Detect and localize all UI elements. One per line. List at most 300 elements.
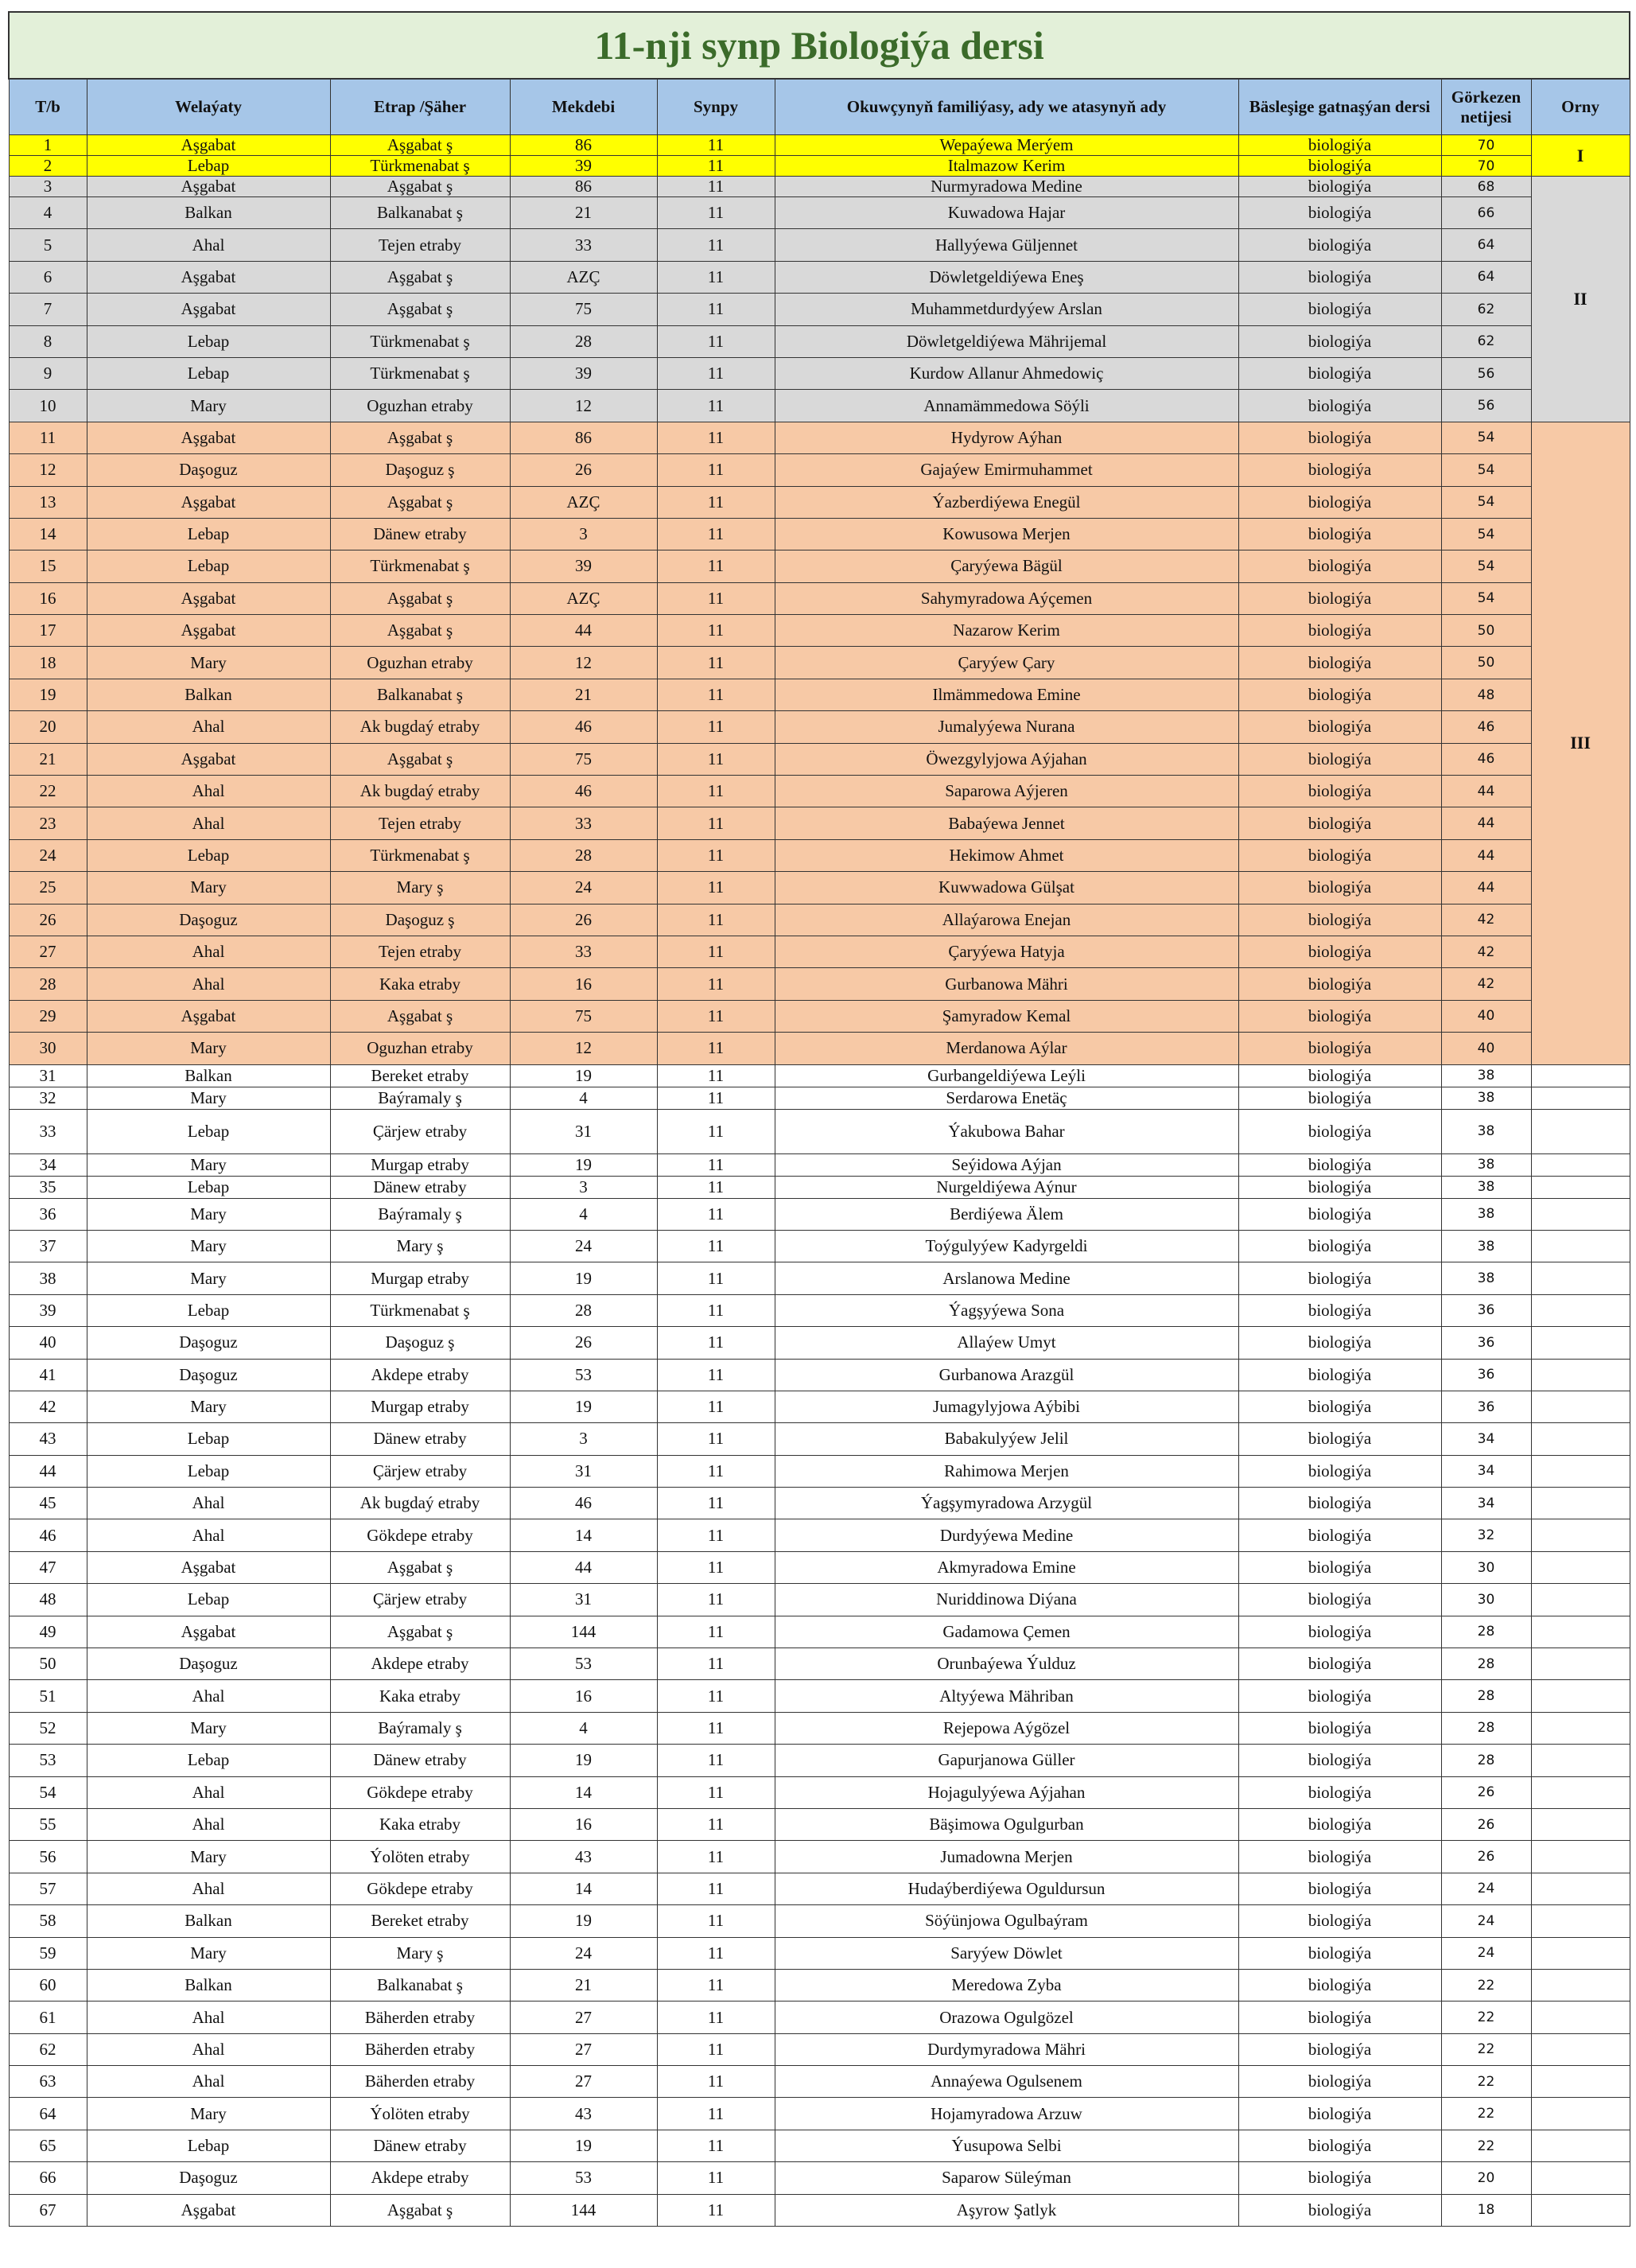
school-cell: 75: [510, 743, 657, 775]
row-index: 47: [9, 1551, 87, 1583]
region-cell: Aşgabat: [87, 743, 330, 775]
school-cell: 14: [510, 1776, 657, 1808]
school-cell: 31: [510, 1584, 657, 1616]
school-cell: 16: [510, 1680, 657, 1712]
school-cell: 33: [510, 936, 657, 967]
district-cell: Akdepe etraby: [330, 1648, 510, 1680]
grade-cell: 11: [657, 1616, 775, 1648]
student-name-cell: Jumalyýewa Nurana: [775, 711, 1238, 743]
grade-cell: 11: [657, 1519, 775, 1551]
district-cell: Mary ş: [330, 872, 510, 904]
grade-cell: 11: [657, 1937, 775, 1969]
subject-cell: biologiýa: [1238, 2162, 1441, 2194]
place-cell: [1531, 2194, 1630, 2226]
table-row: [9, 1519, 1630, 1551]
subject-cell: biologiýa: [1238, 2002, 1441, 2033]
row-index: 9: [9, 357, 87, 389]
place-cell: [1531, 1808, 1630, 1840]
region-cell: Aşgabat: [87, 1000, 330, 1032]
row-index: 28: [9, 968, 87, 1000]
student-name-cell: Italmazow Kerim: [775, 156, 1238, 177]
col-header-school: Mekdebi: [510, 79, 657, 135]
district-cell: Bäherden etraby: [330, 2033, 510, 2065]
grade-cell: 11: [657, 968, 775, 1000]
place-cell: II: [1531, 177, 1630, 422]
district-cell: Tejen etraby: [330, 807, 510, 839]
school-cell: 43: [510, 1841, 657, 1873]
school-cell: 86: [510, 177, 657, 197]
grade-cell: 11: [657, 486, 775, 518]
result-cell: 34: [1441, 1488, 1531, 1519]
row-index: 58: [9, 1905, 87, 1937]
school-cell: AZÇ: [510, 486, 657, 518]
region-cell: Lebap: [87, 156, 330, 177]
school-cell: 27: [510, 2033, 657, 2065]
district-cell: Çärjew etraby: [330, 1455, 510, 1487]
school-cell: 43: [510, 2098, 657, 2130]
result-cell: 54: [1441, 486, 1531, 518]
region-cell: Daşoguz: [87, 2162, 330, 2194]
school-cell: 14: [510, 1873, 657, 1904]
row-index: 18: [9, 647, 87, 679]
grade-cell: 11: [657, 2162, 775, 2194]
row-index: 48: [9, 1584, 87, 1616]
result-cell: 64: [1441, 261, 1531, 293]
subject-cell: biologiýa: [1238, 1064, 1441, 1087]
table-row: [9, 1153, 1630, 1176]
row-index: 10: [9, 390, 87, 422]
table-row: [9, 711, 1630, 743]
region-cell: Aşgabat: [87, 615, 330, 647]
table-row: [9, 807, 1630, 839]
row-index: 49: [9, 1616, 87, 1648]
result-cell: 34: [1441, 1423, 1531, 1455]
place-cell: [1531, 1616, 1630, 1648]
subject-cell: biologiýa: [1238, 582, 1441, 614]
result-cell: 44: [1441, 872, 1531, 904]
row-index: 54: [9, 1776, 87, 1808]
result-cell: 40: [1441, 1000, 1531, 1032]
grade-cell: 11: [657, 776, 775, 807]
place-cell: [1531, 1648, 1630, 1680]
school-cell: 19: [510, 1745, 657, 1776]
district-cell: Balkanabat ş: [330, 679, 510, 710]
school-cell: 24: [510, 1937, 657, 1969]
subject-cell: biologiýa: [1238, 776, 1441, 807]
table-row: [9, 1616, 1630, 1648]
place-cell: [1531, 1519, 1630, 1551]
col-header-student-name: Okuwçynyň familiýasy, ady we atasynyň ady: [775, 79, 1238, 135]
result-cell: 42: [1441, 904, 1531, 936]
row-index: 64: [9, 2098, 87, 2130]
region-cell: Lebap: [87, 1584, 330, 1616]
school-cell: 39: [510, 357, 657, 389]
grade-cell: 11: [657, 550, 775, 582]
school-cell: 53: [510, 2162, 657, 2194]
row-index: 14: [9, 518, 87, 550]
result-cell: 28: [1441, 1680, 1531, 1712]
table-row: [9, 776, 1630, 807]
student-name-cell: Annaýewa Ogulsenem: [775, 2066, 1238, 2098]
result-cell: 56: [1441, 390, 1531, 422]
school-cell: 44: [510, 1551, 657, 1583]
school-cell: 28: [510, 325, 657, 357]
school-cell: 12: [510, 1033, 657, 1064]
student-name-cell: Jumagylyjowa Aýbibi: [775, 1391, 1238, 1422]
district-cell: Türkmenabat ş: [330, 1294, 510, 1326]
grade-cell: 11: [657, 422, 775, 453]
school-cell: 19: [510, 1262, 657, 1294]
student-name-cell: Kuwwadowa Gülşat: [775, 872, 1238, 904]
grade-cell: 11: [657, 1584, 775, 1616]
district-cell: Bereket etraby: [330, 1064, 510, 1087]
grade-cell: 11: [657, 1745, 775, 1776]
subject-cell: biologiýa: [1238, 1262, 1441, 1294]
grade-cell: 11: [657, 1064, 775, 1087]
result-cell: 20: [1441, 2162, 1531, 2194]
subject-cell: biologiýa: [1238, 2066, 1441, 2098]
place-cell: [1531, 1391, 1630, 1422]
region-cell: Mary: [87, 1230, 330, 1262]
row-index: 23: [9, 807, 87, 839]
grade-cell: 11: [657, 1841, 775, 1873]
table-row: [9, 390, 1630, 422]
row-index: 39: [9, 1294, 87, 1326]
grade-cell: 11: [657, 1033, 775, 1064]
student-name-cell: Nazarow Kerim: [775, 615, 1238, 647]
subject-cell: biologiýa: [1238, 647, 1441, 679]
result-cell: 30: [1441, 1584, 1531, 1616]
district-cell: Tejen etraby: [330, 936, 510, 967]
student-name-cell: Gurbangeldiýewa Leýli: [775, 1064, 1238, 1087]
subject-cell: biologiýa: [1238, 2130, 1441, 2161]
student-name-cell: Jumadowna Merjen: [775, 1841, 1238, 1873]
place-cell: [1531, 1327, 1630, 1359]
school-cell: 26: [510, 904, 657, 936]
student-name-cell: Altyýewa Mähriban: [775, 1680, 1238, 1712]
region-cell: Ahal: [87, 2066, 330, 2098]
school-cell: 75: [510, 294, 657, 325]
subject-cell: biologiýa: [1238, 1680, 1441, 1712]
district-cell: Aşgabat ş: [330, 261, 510, 293]
result-cell: 70: [1441, 156, 1531, 177]
row-index: 45: [9, 1488, 87, 1519]
grade-cell: 11: [657, 1294, 775, 1326]
subject-cell: biologiýa: [1238, 1969, 1441, 2001]
row-index: 51: [9, 1680, 87, 1712]
region-cell: Mary: [87, 1391, 330, 1422]
school-cell: 14: [510, 1519, 657, 1551]
grade-cell: 11: [657, 390, 775, 422]
row-index: 42: [9, 1391, 87, 1422]
subject-cell: biologiýa: [1238, 1616, 1441, 1648]
table-row: [9, 1648, 1630, 1680]
student-name-cell: Babaýewa Jennet: [775, 807, 1238, 839]
table-row: [9, 2162, 1630, 2194]
grade-cell: 11: [657, 1087, 775, 1109]
subject-cell: biologiýa: [1238, 357, 1441, 389]
place-cell: [1531, 1109, 1630, 1153]
grade-cell: 11: [657, 1423, 775, 1455]
region-cell: Aşgabat: [87, 2194, 330, 2226]
place-cell: III: [1531, 422, 1630, 1064]
table-row: [9, 1359, 1630, 1391]
subject-cell: biologiýa: [1238, 1937, 1441, 1969]
table-row: [9, 1262, 1630, 1294]
school-cell: 33: [510, 229, 657, 261]
subject-cell: biologiýa: [1238, 1648, 1441, 1680]
row-index: 59: [9, 1937, 87, 1969]
subject-cell: biologiýa: [1238, 1198, 1441, 1230]
district-cell: Bäherden etraby: [330, 2002, 510, 2033]
grade-cell: 11: [657, 1198, 775, 1230]
district-cell: Ýolöten etraby: [330, 2098, 510, 2130]
region-cell: Aşgabat: [87, 486, 330, 518]
student-name-cell: Merdanowa Aýlar: [775, 1033, 1238, 1064]
table-row: [9, 261, 1630, 293]
region-cell: Daşoguz: [87, 1648, 330, 1680]
student-name-cell: Kuwadowa Hajar: [775, 197, 1238, 229]
grade-cell: 11: [657, 679, 775, 710]
student-name-cell: Gapurjanowa Güller: [775, 1745, 1238, 1776]
district-cell: Balkanabat ş: [330, 197, 510, 229]
place-cell: [1531, 2130, 1630, 2161]
grade-cell: 11: [657, 807, 775, 839]
region-cell: Balkan: [87, 1064, 330, 1087]
result-cell: 44: [1441, 807, 1531, 839]
district-cell: Akdepe etraby: [330, 2162, 510, 2194]
table-row: [9, 229, 1630, 261]
student-name-cell: Annamämmedowa Söýli: [775, 390, 1238, 422]
table-row: [9, 904, 1630, 936]
results-body: [9, 135, 1630, 2227]
subject-cell: biologiýa: [1238, 1488, 1441, 1519]
school-cell: 39: [510, 550, 657, 582]
grade-cell: 11: [657, 1262, 775, 1294]
place-cell: [1531, 1937, 1630, 1969]
region-cell: Balkan: [87, 1969, 330, 2001]
result-cell: 28: [1441, 1745, 1531, 1776]
school-cell: 33: [510, 807, 657, 839]
region-cell: Ahal: [87, 936, 330, 967]
school-cell: 16: [510, 968, 657, 1000]
row-index: 29: [9, 1000, 87, 1032]
row-index: 25: [9, 872, 87, 904]
results-sheet: [8, 11, 1629, 2227]
grade-cell: 11: [657, 1176, 775, 1198]
student-name-cell: Kurdow Allanur Ahmedowiç: [775, 357, 1238, 389]
school-cell: 19: [510, 1905, 657, 1937]
grade-cell: 11: [657, 197, 775, 229]
subject-cell: biologiýa: [1238, 872, 1441, 904]
region-cell: Mary: [87, 1262, 330, 1294]
school-cell: 31: [510, 1109, 657, 1153]
row-index: 56: [9, 1841, 87, 1873]
row-index: 65: [9, 2130, 87, 2161]
table-row: [9, 1064, 1630, 1087]
subject-cell: biologiýa: [1238, 968, 1441, 1000]
subject-cell: biologiýa: [1238, 1153, 1441, 1176]
place-cell: [1531, 1359, 1630, 1391]
row-index: 7: [9, 294, 87, 325]
student-name-cell: Hekimow Ahmet: [775, 839, 1238, 871]
student-name-cell: Orunbaýewa Ýulduz: [775, 1648, 1238, 1680]
grade-cell: 11: [657, 2130, 775, 2161]
table-row: [9, 1087, 1630, 1109]
row-index: 13: [9, 486, 87, 518]
grade-cell: 11: [657, 1359, 775, 1391]
region-cell: Lebap: [87, 1745, 330, 1776]
place-cell: [1531, 1969, 1630, 2001]
school-cell: 86: [510, 135, 657, 156]
grade-cell: 11: [657, 229, 775, 261]
region-cell: Mary: [87, 1937, 330, 1969]
result-cell: 24: [1441, 1937, 1531, 1969]
result-cell: 44: [1441, 776, 1531, 807]
row-index: 63: [9, 2066, 87, 2098]
district-cell: Daşoguz ş: [330, 904, 510, 936]
result-cell: 46: [1441, 743, 1531, 775]
table-row: [9, 1198, 1630, 1230]
subject-cell: biologiýa: [1238, 1087, 1441, 1109]
result-cell: 22: [1441, 2002, 1531, 2033]
school-cell: 75: [510, 1000, 657, 1032]
result-cell: 50: [1441, 615, 1531, 647]
school-cell: 26: [510, 1327, 657, 1359]
grade-cell: 11: [657, 839, 775, 871]
table-row: [9, 1391, 1630, 1422]
district-cell: Dänew etraby: [330, 518, 510, 550]
region-cell: Daşoguz: [87, 454, 330, 486]
table-row: [9, 486, 1630, 518]
school-cell: 28: [510, 839, 657, 871]
table-row: [9, 1551, 1630, 1583]
region-cell: Lebap: [87, 1455, 330, 1487]
result-cell: 22: [1441, 1969, 1531, 2001]
grade-cell: 11: [657, 1109, 775, 1153]
region-cell: Mary: [87, 2098, 330, 2130]
district-cell: Aşgabat ş: [330, 177, 510, 197]
table-row: [9, 325, 1630, 357]
row-index: 19: [9, 679, 87, 710]
result-cell: 42: [1441, 968, 1531, 1000]
district-cell: Baýramaly ş: [330, 1712, 510, 1744]
student-name-cell: Gajaýew Emirmuhammet: [775, 454, 1238, 486]
grade-cell: 11: [657, 936, 775, 967]
result-cell: 38: [1441, 1230, 1531, 1262]
district-cell: Çärjew etraby: [330, 1584, 510, 1616]
district-cell: Baýramaly ş: [330, 1087, 510, 1109]
table-row: [9, 1905, 1630, 1937]
row-index: 62: [9, 2033, 87, 2065]
region-cell: Lebap: [87, 1176, 330, 1198]
school-cell: 27: [510, 2066, 657, 2098]
row-index: 16: [9, 582, 87, 614]
result-cell: 26: [1441, 1841, 1531, 1873]
subject-cell: biologiýa: [1238, 486, 1441, 518]
result-cell: 38: [1441, 1109, 1531, 1153]
row-index: 36: [9, 1198, 87, 1230]
region-cell: Ahal: [87, 1873, 330, 1904]
region-cell: Lebap: [87, 550, 330, 582]
place-cell: [1531, 2162, 1630, 2194]
student-name-cell: Rahimowa Merjen: [775, 1455, 1238, 1487]
row-index: 43: [9, 1423, 87, 1455]
region-cell: Aşgabat: [87, 261, 330, 293]
row-index: 66: [9, 2162, 87, 2194]
district-cell: Balkanabat ş: [330, 1969, 510, 2001]
col-header-place: Orny: [1531, 79, 1630, 135]
result-cell: 42: [1441, 936, 1531, 967]
region-cell: Ahal: [87, 229, 330, 261]
school-cell: 46: [510, 711, 657, 743]
place-cell: [1531, 1087, 1630, 1109]
region-cell: Ahal: [87, 1776, 330, 1808]
subject-cell: biologiýa: [1238, 1359, 1441, 1391]
subject-cell: biologiýa: [1238, 229, 1441, 261]
result-cell: 54: [1441, 582, 1531, 614]
grade-cell: 11: [657, 357, 775, 389]
district-cell: Dänew etraby: [330, 1745, 510, 1776]
grade-cell: 11: [657, 647, 775, 679]
col-header-district: Etrap /Şäher: [330, 79, 510, 135]
grade-cell: 11: [657, 261, 775, 293]
result-cell: 28: [1441, 1712, 1531, 1744]
district-cell: Bäherden etraby: [330, 2066, 510, 2098]
result-cell: 44: [1441, 839, 1531, 871]
subject-cell: biologiýa: [1238, 390, 1441, 422]
student-name-cell: Hudaýberdiýewa Oguldursun: [775, 1873, 1238, 1904]
student-name-cell: Hallyýewa Güljennet: [775, 229, 1238, 261]
table-row: [9, 1230, 1630, 1262]
student-name-cell: Meredowa Zyba: [775, 1969, 1238, 2001]
student-name-cell: Kowusowa Merjen: [775, 518, 1238, 550]
subject-cell: biologiýa: [1238, 1745, 1441, 1776]
region-cell: Aşgabat: [87, 294, 330, 325]
place-cell: [1531, 1680, 1630, 1712]
subject-cell: biologiýa: [1238, 454, 1441, 486]
result-cell: 28: [1441, 1648, 1531, 1680]
table-row: [9, 1000, 1630, 1032]
region-cell: Daşoguz: [87, 1327, 330, 1359]
region-cell: Mary: [87, 1712, 330, 1744]
grade-cell: 11: [657, 1551, 775, 1583]
region-cell: Lebap: [87, 839, 330, 871]
grade-cell: 11: [657, 711, 775, 743]
col-header-result: Görkezen netijesi: [1441, 79, 1531, 135]
district-cell: Aşgabat ş: [330, 1000, 510, 1032]
grade-cell: 11: [657, 325, 775, 357]
student-name-cell: Muhammetdurdyýew Arslan: [775, 294, 1238, 325]
table-row: [9, 197, 1630, 229]
result-cell: 62: [1441, 325, 1531, 357]
region-cell: Lebap: [87, 325, 330, 357]
place-cell: [1531, 1551, 1630, 1583]
school-cell: 46: [510, 776, 657, 807]
table-row: [9, 518, 1630, 550]
region-cell: Ahal: [87, 1808, 330, 1840]
student-name-cell: Saparowa Aýjeren: [775, 776, 1238, 807]
student-name-cell: Çaryýew Çary: [775, 647, 1238, 679]
subject-cell: biologiýa: [1238, 1519, 1441, 1551]
school-cell: 46: [510, 1488, 657, 1519]
row-index: 53: [9, 1745, 87, 1776]
student-name-cell: Nurgeldiýewa Aýnur: [775, 1176, 1238, 1198]
grade-cell: 11: [657, 177, 775, 197]
table-row: [9, 1969, 1630, 2001]
student-name-cell: Nuriddinowa Diýana: [775, 1584, 1238, 1616]
district-cell: Ak bugdaý etraby: [330, 711, 510, 743]
